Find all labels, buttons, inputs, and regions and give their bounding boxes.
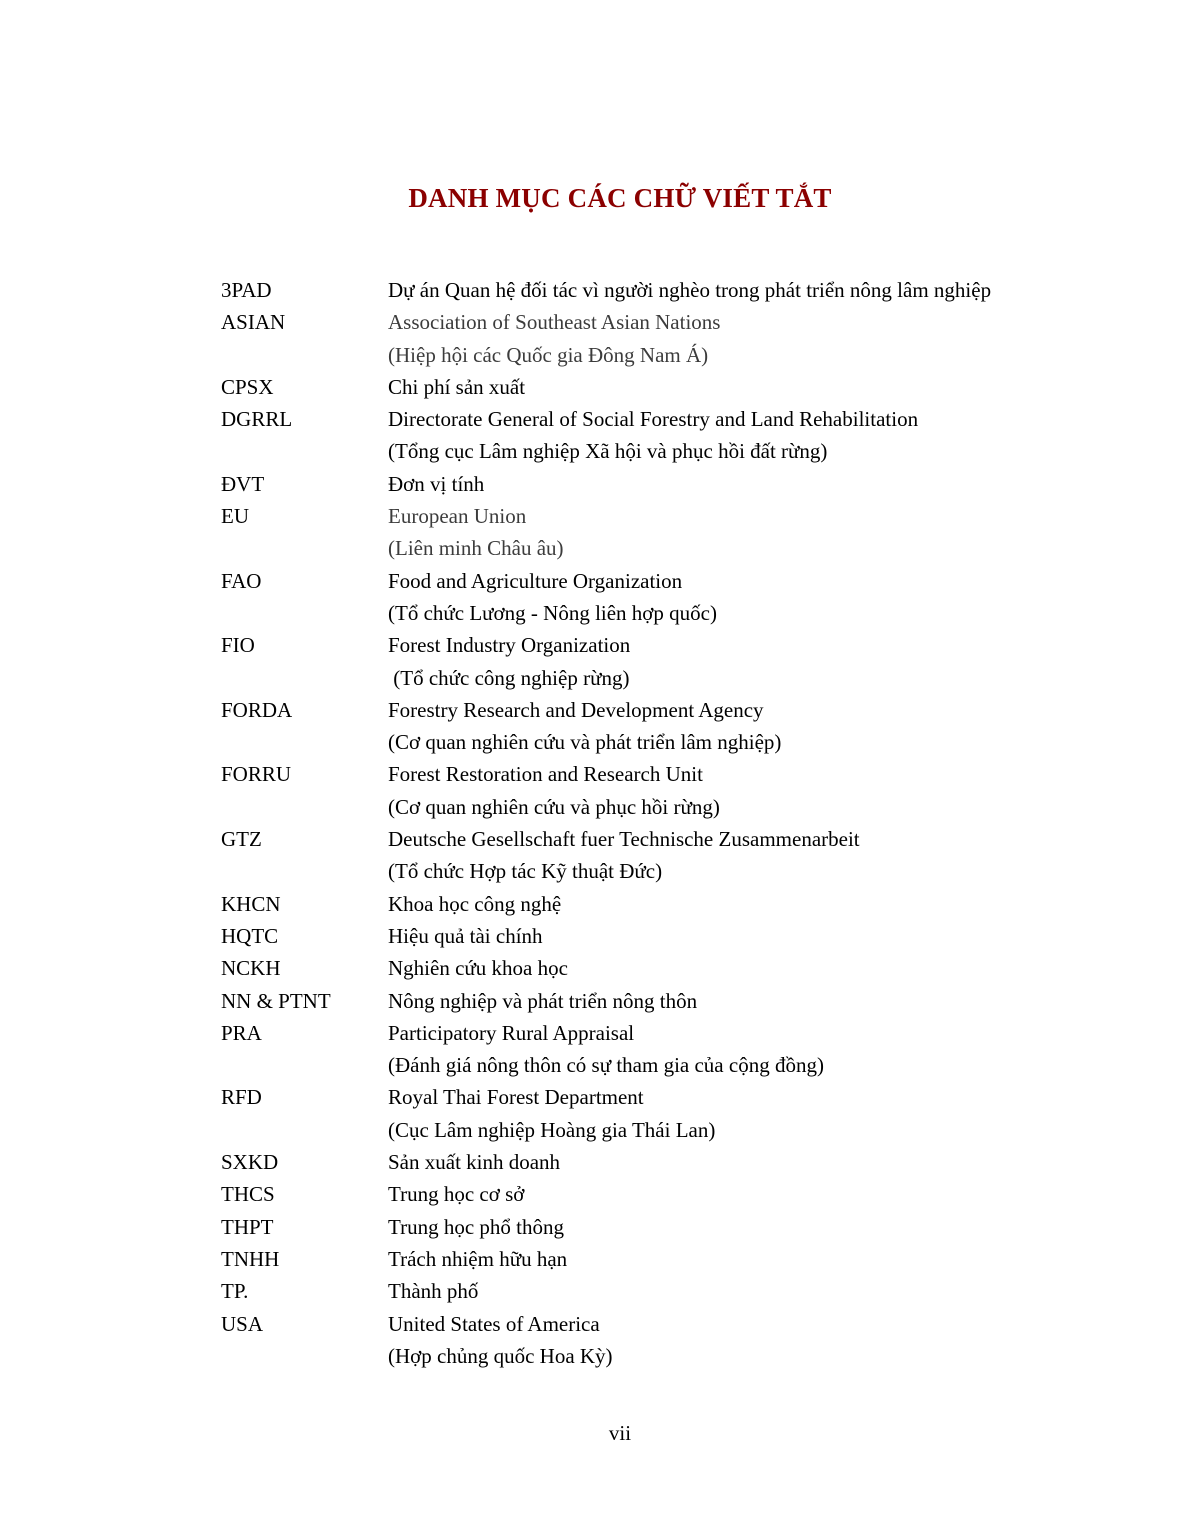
definition-translation: (Tổng cục Lâm nghiệp Xã hội và phục hồi đất rừng) bbox=[388, 439, 828, 464]
abbreviation-definition bbox=[388, 758, 1101, 823]
definition-text: Forest Restoration and Research Unit bbox=[388, 762, 703, 787]
abbreviation-term: THPT bbox=[221, 1214, 274, 1239]
page-title: DANH MỤC CÁC CHỮ VIẾT TẮT bbox=[408, 183, 832, 213]
abbreviation-term: FIO bbox=[221, 633, 255, 658]
abbreviation-definition bbox=[388, 1275, 1101, 1307]
definition-text: Dự án Quan hệ đối tác vì người nghèo trong phát triển nông lâm nghiệp bbox=[388, 278, 992, 302]
abbreviation-term: FORRU bbox=[221, 762, 292, 787]
definition-text: Food and Agriculture Organization bbox=[388, 568, 683, 593]
definition-translation: (Cơ quan nghiên cứu và phát triển lâm nghiệp) bbox=[388, 730, 782, 755]
abbreviation-definition bbox=[388, 694, 1101, 759]
definition-text: Participatory Rural Appraisal bbox=[388, 1020, 635, 1045]
page-number: vii bbox=[608, 1421, 632, 1445]
abbreviation-term: FAO bbox=[221, 568, 262, 593]
definition-text: Thành phố bbox=[388, 1279, 479, 1304]
definition-translation: (Hợp chủng quốc Hoa Kỳ) bbox=[388, 1343, 613, 1368]
definition-text: Forest Industry Organization bbox=[388, 633, 631, 658]
definition-text: Đơn vị tính bbox=[388, 471, 485, 496]
abbreviation-term: SXKD bbox=[221, 1150, 279, 1175]
abbreviation-definition bbox=[388, 920, 1101, 952]
definition-text: Khoa học công nghệ bbox=[388, 891, 562, 916]
abbreviation-definition bbox=[388, 1211, 1101, 1243]
definition-text: Chi phí sản xuất bbox=[388, 374, 526, 399]
abbreviation-term: CPSX bbox=[221, 374, 274, 399]
abbreviation-entry bbox=[221, 629, 1101, 694]
abbreviation-list bbox=[221, 274, 1101, 1372]
abbreviation-definition bbox=[388, 565, 1101, 630]
abbreviation-term: HQTC bbox=[221, 923, 279, 948]
abbreviation-entry bbox=[221, 500, 1101, 565]
abbreviation-term: 3PAD bbox=[221, 278, 272, 302]
abbreviation-entry bbox=[221, 1017, 1101, 1082]
abbreviation-definition bbox=[388, 1017, 1101, 1082]
abbreviation-entry bbox=[221, 274, 1101, 306]
definition-text: European Union bbox=[388, 504, 527, 529]
abbreviation-entry bbox=[221, 1081, 1101, 1146]
abbreviation-definition bbox=[388, 1243, 1101, 1275]
definition-text: United States of America bbox=[388, 1311, 600, 1336]
definition-text: Forestry Research and Development Agency bbox=[388, 697, 764, 722]
abbreviation-definition bbox=[388, 306, 1101, 371]
definition-text: Trung học cơ sở bbox=[388, 1182, 525, 1207]
abbreviation-term: FORDA bbox=[221, 697, 293, 722]
abbreviation-definition bbox=[388, 952, 1101, 984]
abbreviation-term: NN & PTNT bbox=[221, 988, 331, 1013]
abbreviation-entry bbox=[221, 888, 1101, 920]
abbreviation-definition bbox=[388, 888, 1101, 920]
abbreviation-term: EU bbox=[221, 504, 249, 529]
definition-text: Trung học phổ thông bbox=[388, 1214, 564, 1239]
abbreviation-entry bbox=[221, 985, 1101, 1017]
abbreviation-entry bbox=[221, 1308, 1101, 1373]
abbreviation-definition bbox=[388, 500, 1101, 565]
abbreviation-term: THCS bbox=[221, 1182, 275, 1207]
abbreviation-term: RFD bbox=[221, 1085, 262, 1110]
abbreviation-term: TNHH bbox=[221, 1246, 280, 1271]
abbreviation-definition bbox=[388, 468, 1101, 500]
abbreviation-entry bbox=[221, 823, 1101, 888]
abbreviation-entry bbox=[221, 565, 1101, 630]
abbreviation-term: TP. bbox=[221, 1279, 249, 1304]
definition-text: Nghiên cứu khoa học bbox=[388, 956, 568, 981]
abbreviation-entry bbox=[221, 1211, 1101, 1243]
abbreviation-entry bbox=[221, 920, 1101, 952]
abbreviation-definition bbox=[388, 274, 1101, 306]
abbreviation-definition bbox=[388, 1081, 1101, 1146]
abbreviation-definition bbox=[388, 985, 1101, 1017]
abbreviation-entry bbox=[221, 952, 1101, 984]
abbreviation-term: NCKH bbox=[221, 956, 281, 981]
definition-text: Trách nhiệm hữu hạn bbox=[388, 1246, 568, 1271]
abbreviation-term: DGRRL bbox=[221, 407, 293, 432]
abbreviation-term: PRA bbox=[221, 1020, 262, 1045]
definition-text: Sản xuất kinh doanh bbox=[388, 1150, 561, 1175]
abbreviation-term: USA bbox=[221, 1311, 264, 1336]
abbreviation-entry bbox=[221, 1275, 1101, 1307]
abbreviation-definition bbox=[388, 403, 1101, 468]
abbreviation-definition bbox=[388, 823, 1101, 888]
definition-translation: (Tổ chức Lương - Nông liên hợp quốc) bbox=[388, 600, 717, 625]
definition-translation: (Liên minh Châu âu) bbox=[388, 536, 564, 561]
definition-text: Nông nghiệp và phát triển nông thôn bbox=[388, 988, 698, 1013]
definition-text: Directorate General of Social Forestry and Land Rehabilitation bbox=[388, 407, 919, 432]
abbreviation-term: ĐVT bbox=[221, 471, 265, 496]
definition-text: Royal Thai Forest Department bbox=[388, 1085, 644, 1110]
abbreviation-term: KHCN bbox=[221, 891, 281, 916]
definition-translation: (Hiệp hội các Quốc gia Đông Nam Á) bbox=[388, 342, 709, 367]
abbreviation-entry bbox=[221, 758, 1101, 823]
abbreviation-entry bbox=[221, 403, 1101, 468]
abbreviation-entry bbox=[221, 1243, 1101, 1275]
abbreviation-entry bbox=[221, 694, 1101, 759]
abbreviation-entry bbox=[221, 468, 1101, 500]
definition-translation: (Tổ chức công nghiệp rừng) bbox=[388, 665, 630, 690]
abbreviation-definition bbox=[388, 371, 1101, 403]
definition-text: Association of Southeast Asian Nations bbox=[388, 310, 721, 335]
definition-translation: (Cơ quan nghiên cứu và phục hồi rừng) bbox=[388, 794, 720, 819]
abbreviation-term: ASIAN bbox=[221, 310, 286, 335]
definition-translation: (Đánh giá nông thôn có sự tham gia của cộng đồng) bbox=[388, 1053, 824, 1078]
abbreviation-entry bbox=[221, 306, 1101, 371]
abbreviation-definition bbox=[388, 1178, 1101, 1210]
definition-text: Hiệu quả tài chính bbox=[388, 923, 543, 948]
definition-translation: (Tổ chức Hợp tác Kỹ thuật Đức) bbox=[388, 859, 663, 884]
abbreviation-definition bbox=[388, 1146, 1101, 1178]
abbreviation-entry bbox=[221, 1146, 1101, 1178]
definition-text: Deutsche Gesellschaft fuer Technische Zusammenarbeit bbox=[388, 827, 860, 852]
abbreviation-entry bbox=[221, 371, 1101, 403]
abbreviation-definition bbox=[388, 629, 1101, 694]
definition-translation: (Cục Lâm nghiệp Hoàng gia Thái Lan) bbox=[388, 1117, 716, 1142]
abbreviation-definition bbox=[388, 1308, 1101, 1373]
abbreviation-entry bbox=[221, 1178, 1101, 1210]
abbreviation-term: GTZ bbox=[221, 827, 262, 852]
